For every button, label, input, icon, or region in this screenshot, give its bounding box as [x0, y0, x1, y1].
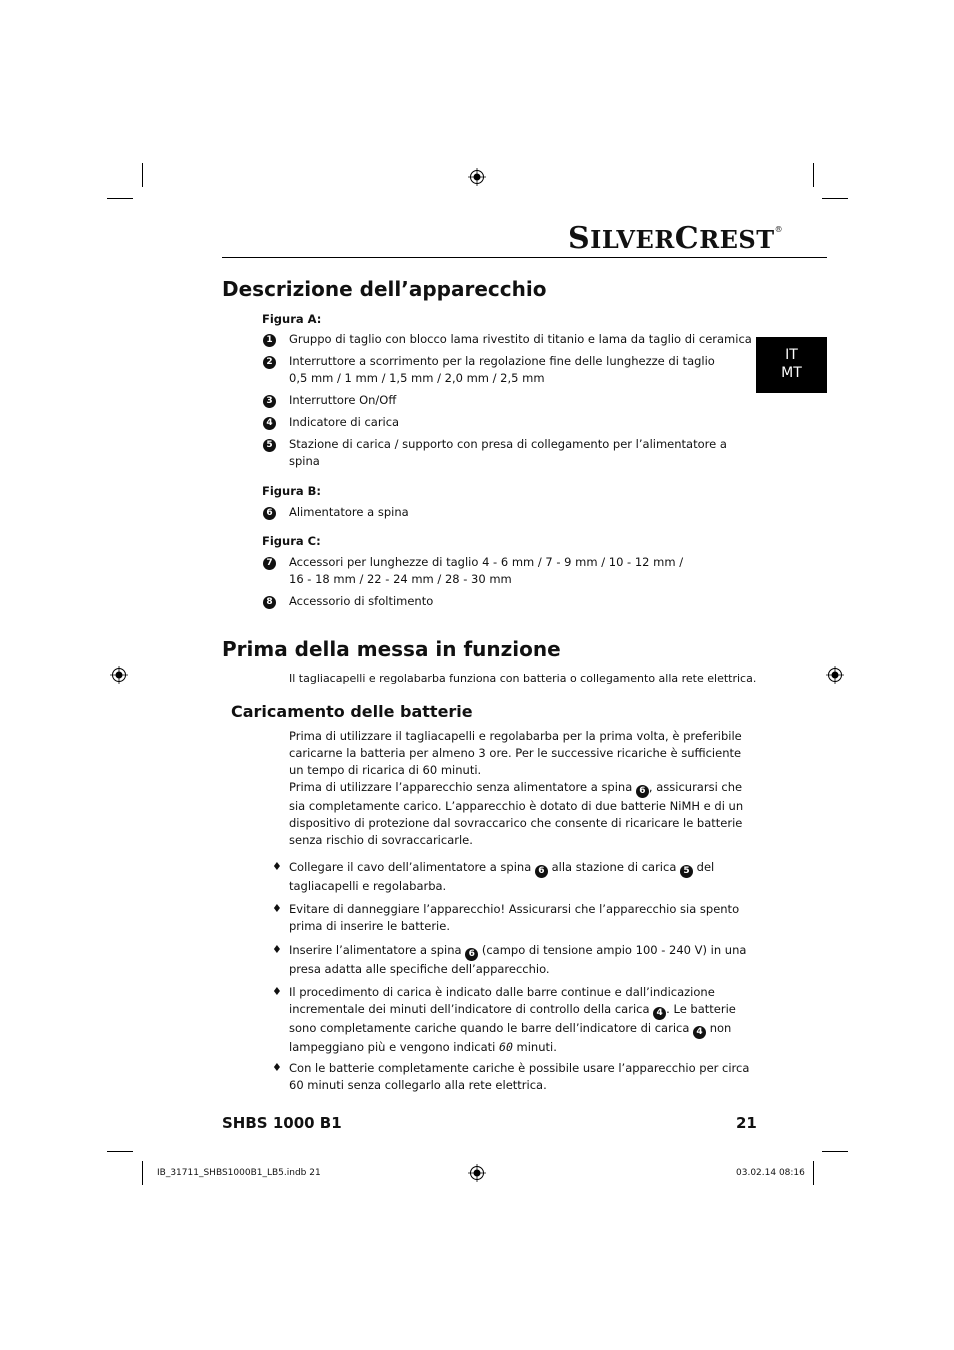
brand-logo: SILVERCREST®	[568, 221, 784, 256]
bullet-item: Il procedimento di carica è indicato dalle barre continue e dall’indicazione incrementale dei minuti dell’indicatore di controllo della carica 4 . Le batterie sono completamente cariche quando le barre dell’indicatore di carica 4 non lampeggiano più e vengono indicati 60 minuti.	[289, 985, 736, 1054]
bullet-icon: ♦	[272, 860, 282, 873]
figure-label: Figura A:	[262, 312, 322, 326]
list-item: Interruttore On/Off	[289, 393, 397, 407]
segment-display-value: 60	[499, 1040, 513, 1054]
item-number-badge: 8	[263, 596, 276, 609]
crop-mark	[822, 1151, 848, 1152]
list-item: Stazione di carica / supporto con presa di collegamento per l’alimentatore a spina	[289, 437, 727, 468]
print-date: 03.02.14 08:16	[736, 1168, 805, 1178]
crop-mark	[813, 163, 814, 187]
item-number-badge: 1	[263, 334, 276, 347]
crop-mark	[813, 1161, 814, 1185]
registration-mark-icon	[468, 1164, 486, 1182]
bullet-item: Collegare il cavo dell’alimentatore a spina 6 alla stazione di carica 5 del tagliacapelli e regolabarba.	[289, 860, 715, 893]
bullet-icon: ♦	[272, 943, 282, 956]
list-item: Interruttore a scorrimento per la regolazione fine delle lunghezze di taglio 0,5 mm / 1 mm / 1,5 mm / 2,0 mm / 2,5 mm	[289, 354, 715, 385]
crop-mark	[142, 1161, 143, 1185]
item-number-badge: 5	[263, 439, 276, 452]
paragraph: Prima di utilizzare il tagliacapelli e regolabarba per la prima volta, è preferibile caricarne la batteria per almeno 3 ore. Per le successive ricariche è sufficiente un tempo di ricarica di 60 minuti. Prima di utilizzare l’apparecchio senza alimentatore a spina 6 , assicurarsi che sia completamente carico. L’apparecchio è dotato di due batterie NiMH e di un dispositivo di protezione dal sovraccarico che consente di ricaricare le batterie senza rischio di sovraccaricarle.	[289, 729, 744, 847]
list-item: Alimentatore a spina	[289, 505, 409, 519]
crop-mark	[142, 163, 143, 187]
item-number-badge: 6	[465, 948, 478, 961]
registration-mark-icon	[110, 666, 128, 684]
list-item: Gruppo di taglio con blocco lama rivestito di titanio e lama da taglio di ceramica	[289, 332, 752, 346]
crop-mark	[822, 198, 848, 199]
item-number-badge: 4	[693, 1026, 706, 1039]
item-number-badge: 5	[680, 865, 693, 878]
crop-mark	[107, 1151, 133, 1152]
model-number: SHBS 1000 B1	[222, 1114, 342, 1132]
figure-label: Figura C:	[262, 534, 321, 548]
section-title: Prima della messa in funzione	[222, 637, 561, 661]
bullet-icon: ♦	[272, 985, 282, 998]
language-tab: IT MT	[756, 337, 827, 393]
list-item: Accessorio di sfoltimento	[289, 594, 434, 608]
crop-mark	[107, 198, 133, 199]
item-number-badge: 6	[263, 507, 276, 520]
bullet-item: Inserire l’alimentatore a spina 6 (campo di tensione ampio 100 - 240 V) in una presa adatta alle specifiche dell’apparecchio.	[289, 943, 747, 976]
list-item: Indicatore di carica	[289, 415, 400, 429]
header-rule	[222, 257, 827, 258]
bullet-icon: ♦	[272, 902, 282, 915]
item-number-badge: 2	[263, 356, 276, 369]
bullet-icon: ♦	[272, 1061, 282, 1074]
item-number-badge: 6	[535, 865, 548, 878]
page-number: 21	[736, 1114, 757, 1132]
item-number-badge: 4	[263, 417, 276, 430]
registration-mark-icon	[826, 666, 844, 684]
item-number-badge: 4	[653, 1007, 666, 1020]
intro-text: Il tagliacapelli e regolabarba funziona con batteria o collegamento alla rete elettrica.	[289, 672, 757, 685]
subsection-title: Caricamento delle batterie	[231, 702, 473, 721]
item-number-badge: 3	[263, 395, 276, 408]
bullet-item: Con le batterie completamente cariche è possibile usare l’apparecchio per circa 60 minuti senza collegarlo alla rete elettrica.	[289, 1061, 750, 1092]
section-title: Descrizione dell’apparecchio	[222, 277, 547, 301]
item-number-badge: 7	[263, 557, 276, 570]
figure-label: Figura B:	[262, 484, 322, 498]
item-number-badge: 6	[636, 785, 649, 798]
list-item: Accessori per lunghezze di taglio 4 - 6 mm / 7 - 9 mm / 10 - 12 mm / 16 - 18 mm / 22 - 24 mm / 28 - 30 mm	[289, 555, 684, 586]
bullet-item: Evitare di danneggiare l’apparecchio! Assicurarsi che l’apparecchio sia spento prima di inserire le batterie.	[289, 902, 740, 933]
file-info: IB_31711_SHBS1000B1_LB5.indb 21	[157, 1168, 321, 1178]
registration-mark-icon	[468, 168, 486, 186]
